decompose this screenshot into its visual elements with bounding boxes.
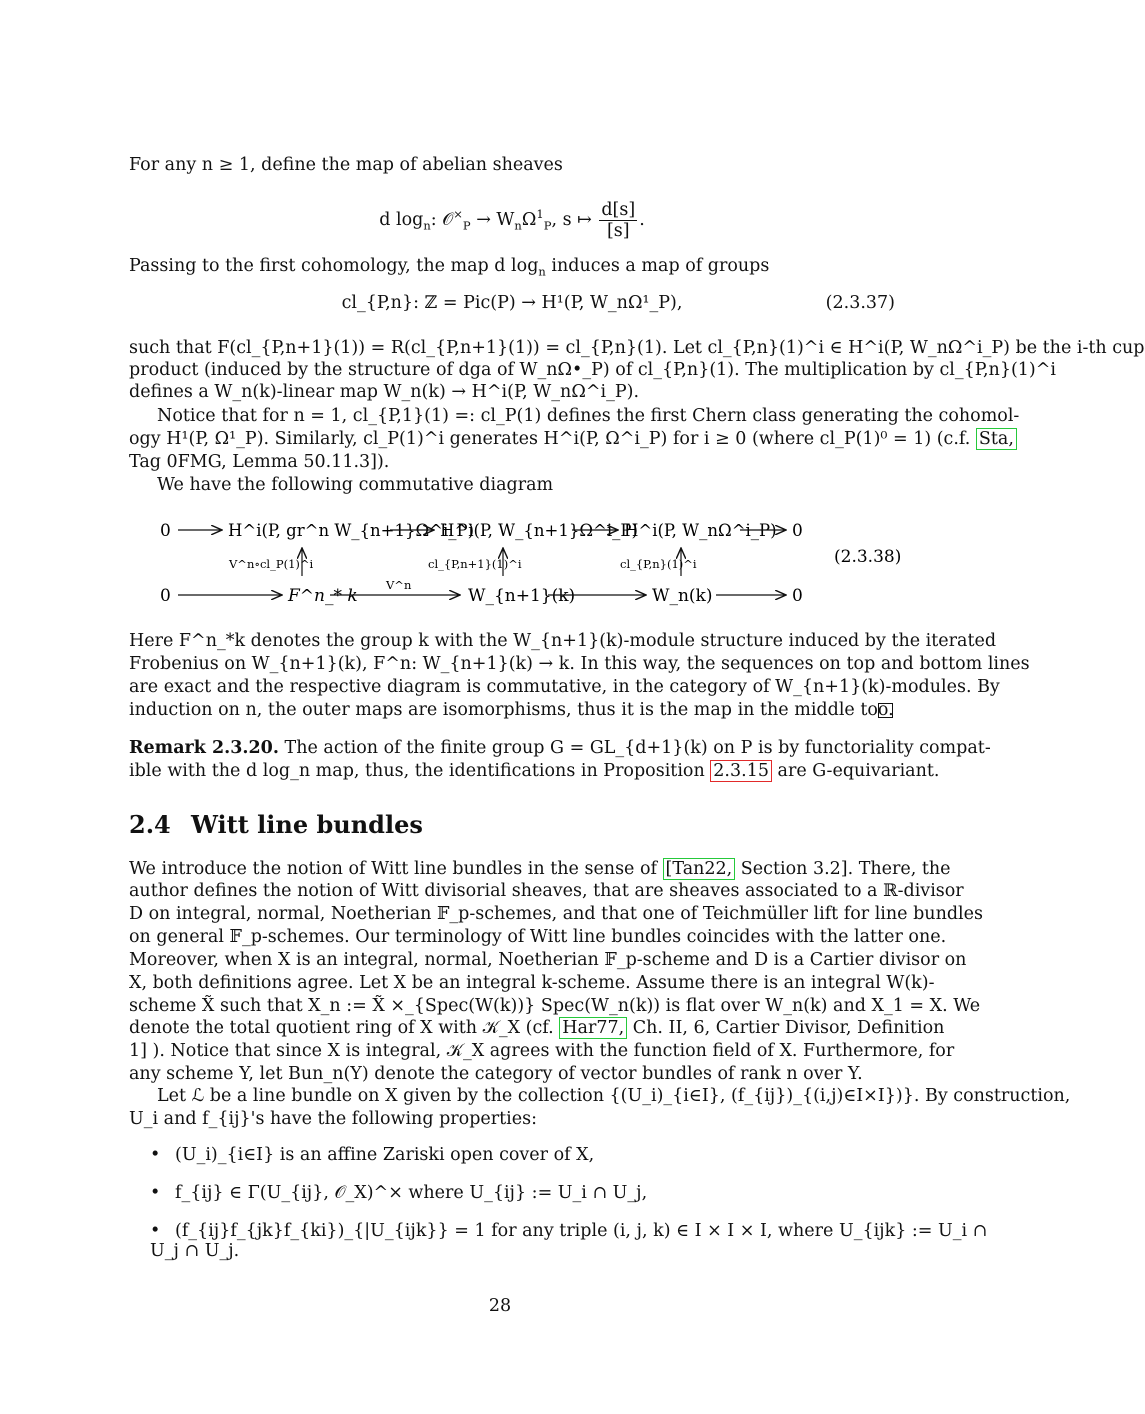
eq-dlog-map: : 𝒪 [430, 210, 454, 230]
list-item-text: (f_{ij}f_{jk}f_{ki})_{|U_{ijk}} = 1 for any triple (i, j, k) ∈ I × I × I, where U_{ijk} := U_i ∩ U_j ∩ U_j. [150, 1221, 988, 1261]
citation-sta[interactable]: Sta, [976, 428, 1017, 450]
list-item [150, 1183, 647, 1203]
para2-sub: n [538, 264, 546, 279]
diagram-bottom-zero-right: 0 [792, 586, 803, 606]
remark-line1-text: The action of the finite group G = GL_{d+1}(k) on P is by functoriality compat- [278, 738, 991, 758]
paragraph-passing [129, 255, 895, 277]
diagram-vertical-label-3: cl_{P,n}(1)^i [620, 557, 697, 571]
diagram-bottom-node-2: W_{n+1}(k) [468, 586, 576, 606]
qed-box [878, 703, 893, 718]
diagram-bottom-node-3: W_n(k) [652, 586, 713, 606]
list-item [150, 1221, 1000, 1261]
eq-dlog-msub: P [462, 218, 471, 233]
diagram-top-node-3: H^i(P, W_nΩ^i_P) [624, 521, 777, 540]
para3-line1: such that F(cl_{P,n+1}(1)) = R(cl_{P,n+1}(1)) = cl_{P,n}(1). Let cl_{P,n}(1)^i ∈ H^i(P, W_nΩ^i_P) be the i-th cup [129, 338, 1145, 358]
eq-dlog-osub: P [543, 218, 552, 233]
section-title: Witt line bundles [191, 810, 423, 839]
diagram-vertical-label-1: V^n∘cl_P(1)^i [229, 557, 314, 571]
para7-line3: D on integral, normal, Noetherian 𝔽_p-schemes, and that one of Teichmüller lift for line bundles [129, 904, 983, 924]
para4-line2-text: ogy H¹(P, Ω¹_P). Similarly, cl_P(1)^i generates H^i(P, Ω^i_P) for i ≥ 0 (where cl_P(1)⁰ = 1) (c.f. [129, 429, 976, 449]
para7-line6: X, both definitions agree. Let X be an integral k-scheme. Assume there is an integral W(k)- [129, 973, 935, 993]
para6-line4 [129, 699, 895, 721]
para3-line2: product (induced by the structure of dga of W_nΩ•_P) of cl_{P,n}(1). The multiplication by cl_{P,n}(1)^i [129, 360, 1057, 380]
para7-line9: 1] ). Notice that since X is integral, 𝒦_X agrees with the function field of X. Furthermore, for [129, 1041, 955, 1061]
citation-har77[interactable]: Har77, [559, 1017, 627, 1039]
para4-line3: Tag 0FMG, Lemma 50.11.3]). [129, 452, 390, 472]
bullet-icon: • [150, 1145, 161, 1165]
section-number: 2.4 [129, 810, 171, 839]
equation-dlog [129, 200, 895, 241]
para7-line1 [129, 858, 951, 880]
para6-line4-text: induction on n, the outer maps are isomorphisms, thus it is the map in the middle too. [129, 700, 894, 720]
equation-number-2-3-37: (2.3.37) [825, 293, 895, 313]
section-heading [129, 810, 423, 839]
para7-line7: scheme X̃ such that X_n := X̃ ×_{Spec(W(k))} Spec(W_n(k)) is flat over W_n(k) and X_1 = X. We [129, 996, 981, 1016]
eq-dlog-osup: 1 [536, 207, 544, 222]
eq-dlog-assign: , s ↦ [551, 210, 598, 230]
para7-line8-text: denote the total quotient ring of X with 𝒦_X (cf. [129, 1018, 560, 1038]
para3-line3: defines a W_n(k)-linear map W_n(k) → H^i(P, W_nΩ^i_P). [129, 382, 640, 402]
para2-text: Passing to the first cohomology, the map d log [129, 256, 539, 276]
para6-line2: Frobenius on W_{n+1}(k), F^n: W_{n+1}(k) → k. In this way, the sequences on top and bottom lines [129, 654, 1030, 674]
diagram-top-node-1: H^i(P, gr^n W_{n+1}Ω^i_P) [228, 521, 475, 540]
eq-dlog-sup: × [453, 207, 463, 222]
para8-line2: U_i and f_{ij}'s have the following properties: [129, 1109, 537, 1129]
bullet-icon: • [150, 1183, 161, 1203]
equation-2-3-37: cl_{P,n}: ℤ = Pic(P) → H¹(P, W_nΩ¹_P), [341, 293, 683, 313]
eq-dlog-end: . [639, 210, 645, 230]
list-item-text: (U_i)_{i∈I} is an affine Zariski open cover of X, [175, 1145, 595, 1165]
para4-line2 [129, 428, 1014, 450]
para8-line1: Let ℒ be a line bundle on X given by the collection {(U_i)_{i∈I}, (f_{ij})_{(i,j)∈I×I})}. By construction, [157, 1086, 1071, 1106]
remark-line2 [129, 760, 940, 782]
list-item [150, 1145, 594, 1165]
para6-line3: are exact and the respective diagram is commutative, in the category of W_{n+1}(k)-modules. By [129, 677, 1000, 697]
para7-line2: author defines the notion of Witt divisorial sheaves, that are sheaves associated to a ℝ-divisor [129, 881, 964, 901]
paragraph-intro: For any n ≥ 1, define the map of abelian sheaves [129, 155, 563, 175]
diagram-top-zero-right: 0 [792, 521, 803, 541]
bullet-icon: • [150, 1221, 161, 1241]
para2-tail: induces a map of groups [545, 256, 770, 276]
eq-dlog-wsub: n [514, 218, 522, 233]
remark-line1 [129, 737, 991, 759]
remark-line2-tail: are G-equivariant. [771, 761, 940, 781]
eq-dlog-omega: Ω [521, 210, 537, 230]
diagram-vertical-label-2: cl_{P,n+1}(1)^i [428, 557, 522, 571]
para5: We have the following commutative diagram [157, 475, 554, 495]
citation-tan22[interactable]: [Tan22, [663, 858, 736, 880]
eq-dlog-arrow: → W [470, 210, 515, 230]
para7-line8-tail: Ch. II, 6, Cartier Divisor, Definition [627, 1018, 945, 1038]
reference-proposition[interactable]: 2.3.15 [710, 760, 772, 782]
para7-line4: on general 𝔽_p-schemes. Our terminology of Witt line bundles coincides with the latter one. [129, 927, 947, 947]
diagram-bottom-arrow-label: V^n [386, 578, 412, 592]
diagram-top-node-2: H^i(P, W_{n+1}Ω^i_P) [440, 521, 638, 540]
eq-dlog-sub: n [423, 218, 431, 233]
fraction-denominator: [s] [606, 221, 630, 241]
para7-line1-text: We introduce the notion of Witt line bundles in the sense of [129, 859, 663, 879]
remark-label: Remark 2.3.20. [129, 738, 279, 758]
commutative-diagram [0, 512, 1000, 612]
para7-line10: any scheme Y, let Bun_n(Y) denote the category of vector bundles of rank n over Y. [129, 1064, 863, 1084]
para7-line8 [129, 1017, 945, 1039]
diagram-bottom-zero-left: 0 [160, 586, 171, 606]
page-number: 28 [488, 1296, 512, 1316]
para4-line1: Notice that for n = 1, cl_{P,1}(1) =: cl_P(1) defines the first Chern class generating the cohomol- [157, 406, 1020, 426]
para7-line5: Moreover, when X is an integral, normal, Noetherian 𝔽_p-scheme and D is a Cartier divisor on [129, 950, 967, 970]
list-item-text: f_{ij} ∈ Γ(U_{ij}, 𝒪_X)^× where U_{ij} := U_i ∩ U_j, [175, 1183, 648, 1203]
eq-dlog-lhs: d log [379, 210, 424, 230]
diagram-top-zero-left: 0 [160, 521, 171, 541]
para7-line1-tail: Section 3.2]. There, the [735, 859, 951, 879]
eq-dlog-fraction [599, 200, 637, 241]
diagram-bottom-node-1: F^n_* k [288, 586, 358, 606]
diagram-equation-number: (2.3.38) [834, 547, 902, 567]
para6-line1: Here F^n_*k denotes the group k with the W_{n+1}(k)-module structure induced by the iterated [129, 631, 997, 651]
fraction-numerator: d[s] [601, 200, 636, 220]
remark-line2-text: ible with the d log_n map, thus, the identifications in Proposition [129, 761, 711, 781]
